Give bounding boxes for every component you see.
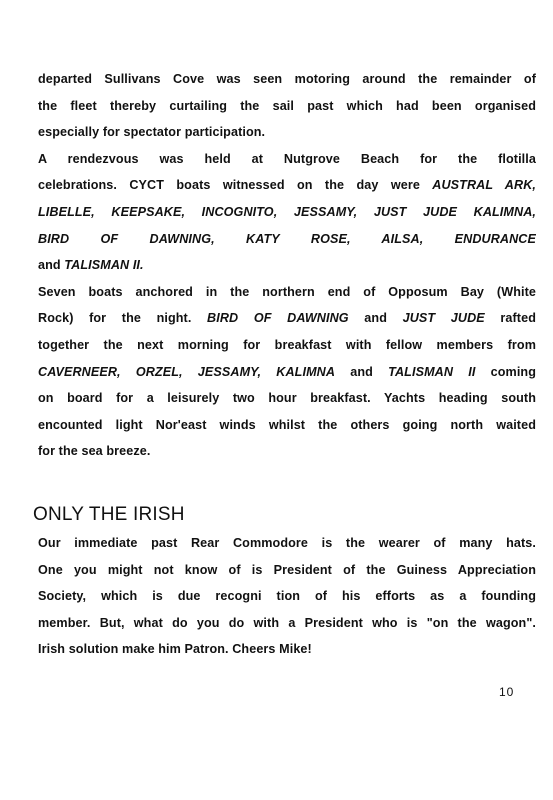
- boat-name: TALISMAN II.: [64, 258, 144, 273]
- boat-name: JUST JUDE: [402, 311, 485, 326]
- boat-name: TALISMAN II: [388, 364, 476, 379]
- text-line: Seven boats anchored in the northern end of Opposum Bay (White: [38, 284, 536, 299]
- paragraph-only-the-irish: [38, 530, 536, 663]
- text-run: and: [348, 311, 403, 326]
- text-line: [38, 305, 536, 332]
- boat-name: AUSTRAL ARK,: [432, 178, 536, 193]
- text-run: coming: [475, 364, 536, 379]
- text-line: together the next morning for breakfast with fellow members from: [38, 337, 536, 352]
- text-run: celebrations. CYCT boats witnessed on the day were: [38, 178, 433, 193]
- text-line: especially for spectator participation.: [38, 125, 266, 140]
- text-line: member. But, what do you do with a President who is "on the wagon".: [38, 615, 536, 630]
- section-heading: ONLY THE IRISH: [33, 504, 185, 525]
- boat-names: CAVERNEER, ORZEL, JESSAMY, KALIMNA: [38, 364, 336, 379]
- text-line: [38, 359, 536, 386]
- boat-names-line: BIRD OF DAWNING, KATY ROSE, AILSA, ENDURANCE: [38, 231, 536, 246]
- text-line: encounted light Nor'east winds whilst the others going north waited: [38, 417, 536, 432]
- text-line: on board for a leisurely two hour breakfast. Yachts heading south: [38, 391, 536, 406]
- paragraph-rendezvous: [38, 146, 536, 279]
- text-line: Our immediate past Rear Commodore is the wearer of many hats.: [38, 536, 536, 550]
- paragraph-opposum-bay: [38, 279, 536, 465]
- text-line: the fleet thereby curtailing the sail past which had been organised: [38, 98, 536, 113]
- text-line: A rendezvous was held at Nutgrove Beach for the flotilla: [38, 151, 536, 166]
- body-text-irish: [38, 530, 536, 663]
- paragraph-sail-past: [38, 66, 536, 146]
- page-number: 10: [499, 685, 515, 699]
- text-line: One you might not know of is President of the Guiness Appreciation: [38, 562, 536, 577]
- text-line: for the sea breeze.: [38, 444, 151, 459]
- text-run: and: [38, 258, 65, 273]
- text-line: [38, 172, 536, 199]
- text-run: and: [335, 364, 389, 379]
- boat-name: BIRD OF DAWNING: [207, 311, 349, 326]
- text-line: departed Sullivans Cove was seen motoring around the remainder of: [38, 72, 536, 86]
- text-line: Irish solution make him Patron. Cheers Mike!: [38, 642, 312, 657]
- text-run: rafted: [484, 311, 536, 326]
- text-line: [38, 252, 536, 279]
- body-text-top: [38, 66, 536, 465]
- text-run: Rock) for the night.: [38, 311, 208, 326]
- text-line: Society, which is due recogni tion of his efforts as a founding: [38, 589, 536, 604]
- boat-names-line: LIBELLE, KEEPSAKE, INCOGNITO, JESSAMY, JUST JUDE KALIMNA,: [38, 204, 536, 219]
